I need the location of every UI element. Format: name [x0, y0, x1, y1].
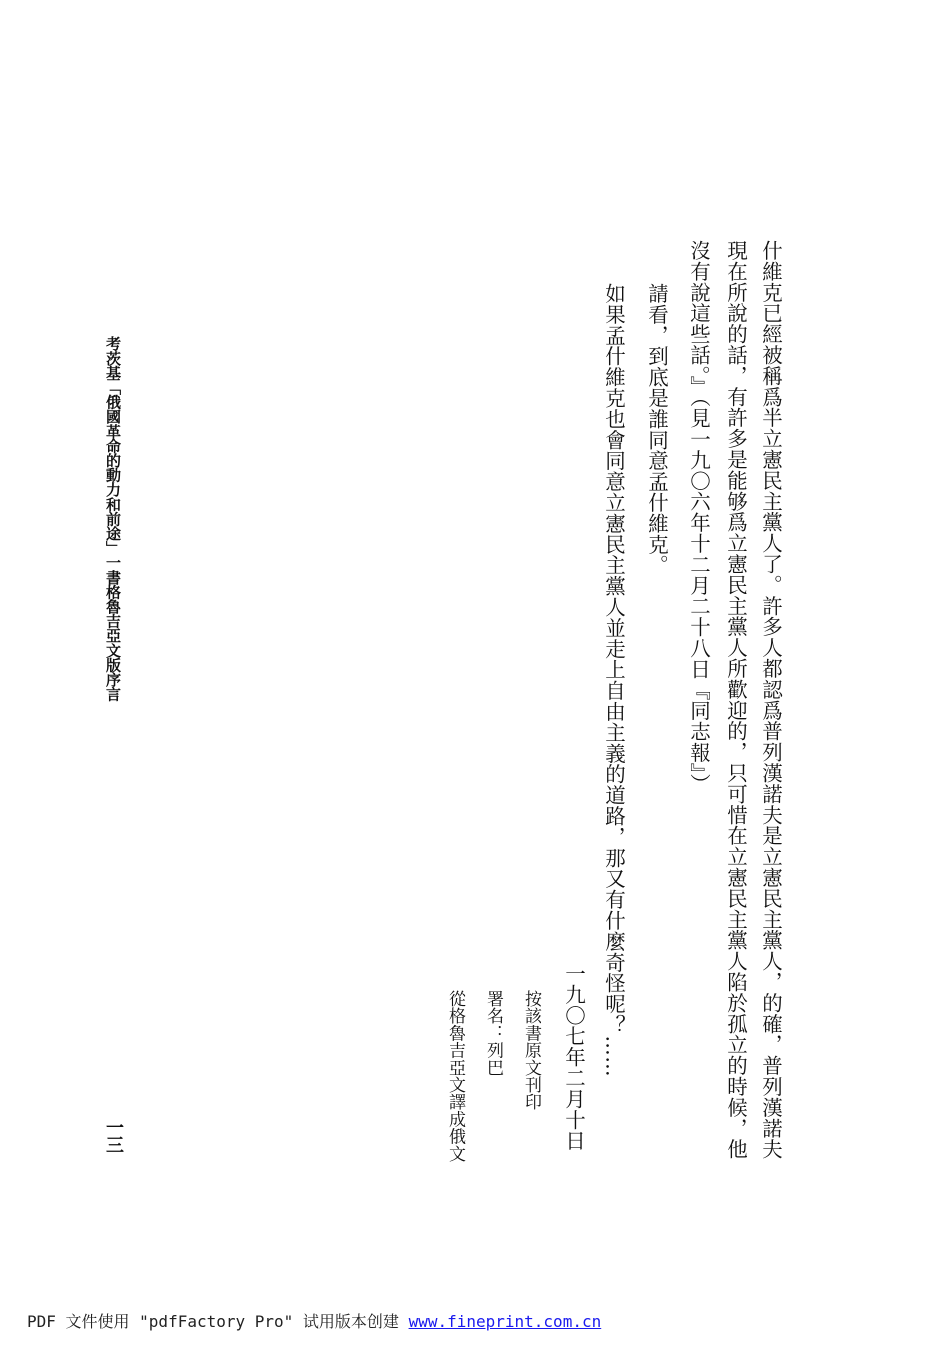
text-column-4: 請看，到底是誰同意孟什維克。: [644, 283, 669, 576]
footer-link[interactable]: www.fineprint.com.cn: [408, 1312, 602, 1331]
text-column-1: 什維克已經被稱爲半立憲民主黨人了。許多人都認爲普列漢諾夫是立憲民主黨人，的確，普列漢諾夫: [758, 240, 783, 1160]
running-title: 考茨基「俄國革命的動力和前途」一書格魯吉亞文版序言: [104, 336, 122, 702]
page-number: 一三: [103, 1118, 124, 1154]
pdf-footer: [27, 1309, 601, 1332]
footer-text: PDF 文件使用 "pdfFactory Pro" 试用版本创建: [27, 1312, 409, 1331]
signature-note: 署名：列巴: [483, 990, 503, 1076]
text-column-3: 沒有說這些話。』（見一九〇六年十二月二十八日『同志報』）: [686, 240, 711, 795]
text-column-2: 現在所說的話，有許多是能够爲立憲民主黨人所歡迎的，只可惜在立憲民主黨人陷於孤立的時候，他: [723, 240, 748, 1160]
source-note: 按該書原文刊印: [521, 990, 541, 1111]
date-line: 一九〇七年二月十日: [561, 963, 586, 1152]
text-column-5: 如果孟什維克也會同意立憲民主黨人並走上自由主義的道路，那又有什麼奇怪呢？……: [601, 283, 626, 1078]
translation-note: 從格魯吉亞文譯成俄文: [445, 990, 465, 1162]
